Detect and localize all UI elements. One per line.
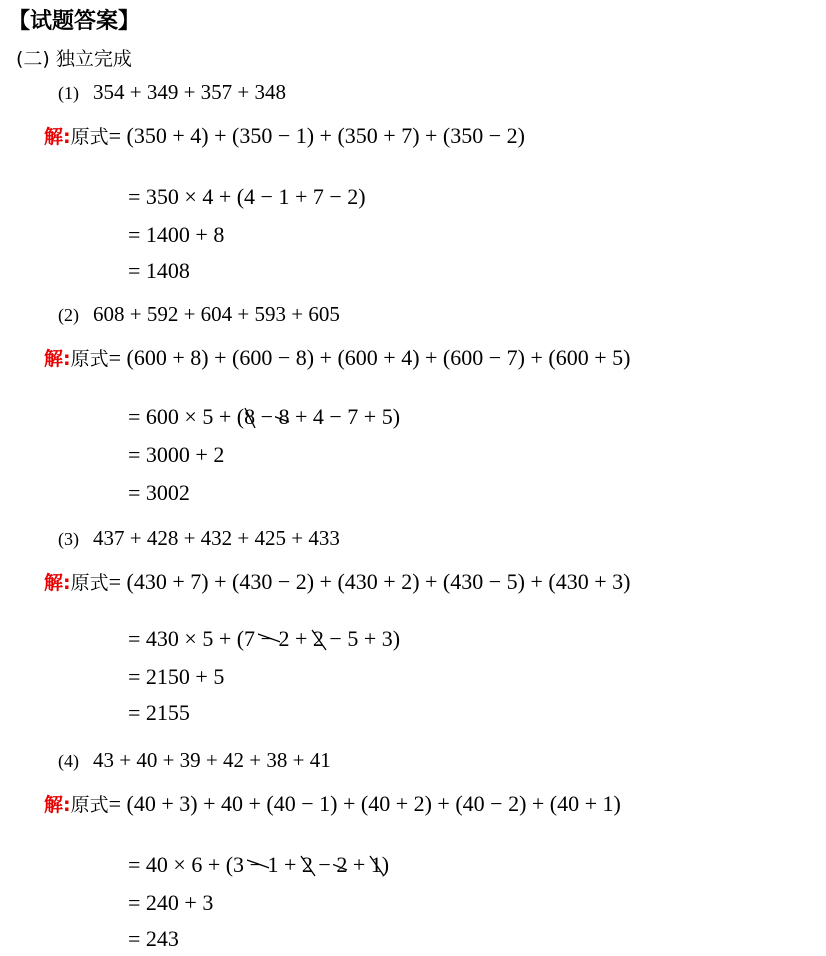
problem-number: (1) xyxy=(58,83,79,103)
solution-1 xyxy=(44,122,525,149)
expansion: = (350 + 4) + (350 − 1) + (350 + 7) + (350 − 2) xyxy=(108,123,525,148)
solution-3 xyxy=(44,568,630,595)
step-2: = 240 + 3 xyxy=(128,890,214,915)
cancelled-term: 8 xyxy=(244,404,255,430)
result: = 243 xyxy=(128,926,179,951)
problem-2 xyxy=(58,302,340,327)
step-1 xyxy=(128,404,400,430)
step-1: = 350 × 4 + (4 − 1 + 7 − 2) xyxy=(128,184,366,209)
original-expression-label: 原式 xyxy=(70,572,109,594)
solution-4 xyxy=(44,790,621,817)
result: = 1408 xyxy=(128,258,190,283)
problem-number: (2) xyxy=(58,305,79,325)
expansion: = (600 + 8) + (600 − 8) + (600 + 4) + (600 − 7) + (600 + 5) xyxy=(108,345,631,370)
cancelled-term: 1 xyxy=(371,852,382,878)
solution-label: 解: xyxy=(44,794,71,816)
step-1 xyxy=(128,852,389,878)
step-text: = 430 × 5 + (7 xyxy=(128,626,261,651)
problem-number: (4) xyxy=(58,751,79,771)
problem-number: (3) xyxy=(58,529,79,549)
solution-label: 解: xyxy=(44,126,71,148)
cancelled-term: 8 xyxy=(278,404,289,430)
solution-label: 解: xyxy=(44,572,71,594)
expansion: = (40 + 3) + 40 + (40 − 1) + (40 + 2) + (40 − 2) + (40 + 1) xyxy=(108,791,621,816)
problem-question: 437 + 428 + 432 + 425 + 433 xyxy=(93,526,340,550)
problem-question: 43 + 40 + 39 + 42 + 38 + 41 xyxy=(93,748,331,772)
step-text: + xyxy=(347,852,371,877)
step-text: − xyxy=(312,852,337,877)
cancelled-term: 2 xyxy=(336,852,347,878)
solution-2 xyxy=(44,344,630,371)
cancelled-term: 2 xyxy=(302,852,313,878)
section-heading: (二) 独立完成 xyxy=(16,48,132,70)
step-2: = 3000 + 2 xyxy=(128,442,225,467)
problem-question: 354 + 349 + 357 + 348 xyxy=(93,80,287,104)
step-text: + xyxy=(289,626,313,651)
result: = 2155 xyxy=(128,700,190,725)
cancelled-term: 2 xyxy=(313,626,324,652)
result: = 3002 xyxy=(128,480,190,505)
step-text: + 4 − 7 + 5) xyxy=(289,404,401,429)
step-text: − 5 + 3) xyxy=(323,626,401,651)
step-text: = 40 × 6 + (3 xyxy=(128,852,250,877)
original-expression-label: 原式 xyxy=(70,348,109,370)
step-text: − xyxy=(255,404,279,429)
page-title: 【试题答案】 xyxy=(8,9,141,34)
step-text: ) xyxy=(381,852,390,877)
problem-3 xyxy=(58,526,340,551)
step-1 xyxy=(128,626,400,652)
problem-1 xyxy=(58,80,286,105)
cancelled-term: − 1 xyxy=(250,852,279,878)
original-expression-label: 原式 xyxy=(70,126,109,148)
step-text: = 600 × 5 + ( xyxy=(128,404,245,429)
problem-question: 608 + 592 + 604 + 593 + 605 xyxy=(93,302,340,326)
expansion: = (430 + 7) + (430 − 2) + (430 + 2) + (430 − 5) + (430 + 3) xyxy=(108,569,631,594)
problem-4 xyxy=(58,748,331,773)
step-text: + xyxy=(278,852,302,877)
step-2: = 1400 + 8 xyxy=(128,222,225,247)
solution-label: 解: xyxy=(44,348,71,370)
cancelled-term: − 2 xyxy=(261,626,290,652)
step-2: = 2150 + 5 xyxy=(128,664,225,689)
original-expression-label: 原式 xyxy=(70,794,109,816)
